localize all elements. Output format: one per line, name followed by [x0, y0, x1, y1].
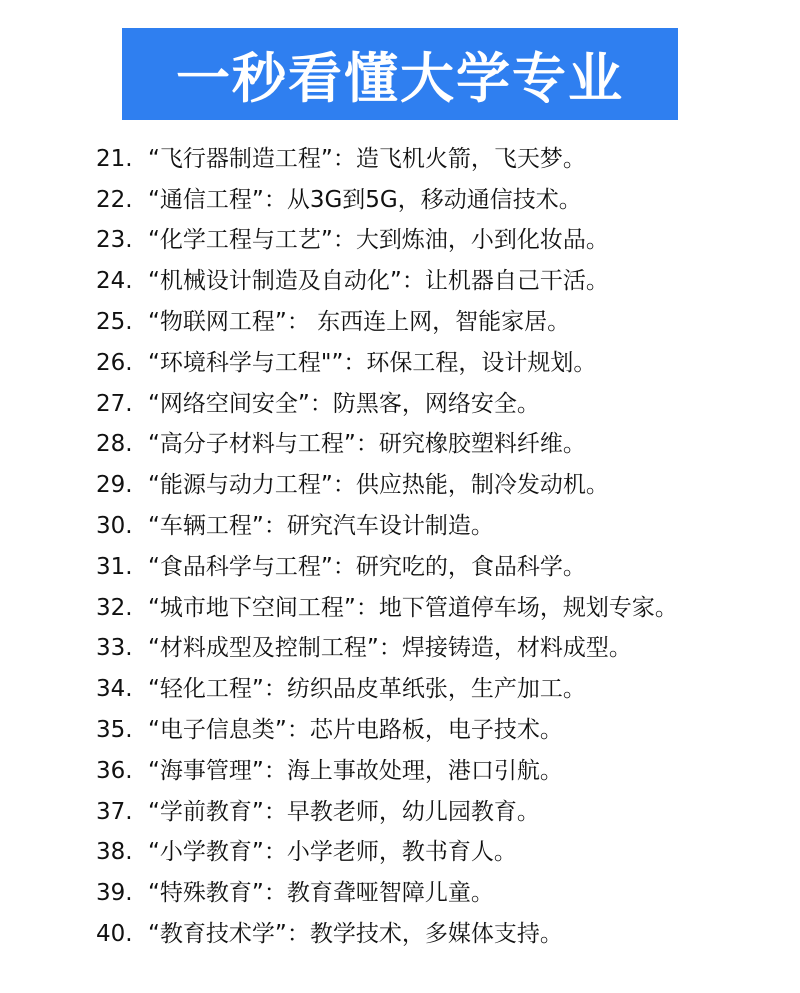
item-number: 21. [96, 145, 133, 172]
list-item [96, 792, 776, 833]
title-banner [122, 28, 678, 120]
item-number: 37. [96, 798, 133, 825]
item-number: 35. [96, 717, 133, 744]
list-item [96, 302, 776, 343]
item-number: 26. [96, 349, 133, 376]
list-item [96, 751, 776, 792]
page-title: 一秒看懂大学专业 [176, 46, 624, 110]
list-item [96, 261, 776, 302]
item-text: “食品科学与工程”：研究吃的，食品科学。 [148, 553, 586, 580]
major-list [96, 139, 776, 955]
list-item [96, 343, 776, 384]
list-item [96, 669, 776, 710]
item-text: “特殊教育”：教育聋哑智障儿童。 [148, 880, 494, 907]
item-text: “轻化工程”：纺织品皮革纸张，生产加工。 [148, 676, 586, 703]
item-text: “高分子材料与工程”：研究橡胶塑料纤维。 [148, 431, 586, 458]
list-item [96, 139, 776, 180]
item-text: “城市地下空间工程”：地下管道停车场，规划专家。 [148, 594, 678, 621]
item-text: “物联网工程”： 东西连上网，智能家居。 [148, 309, 571, 336]
item-number: 33. [96, 635, 133, 662]
list-item [96, 873, 776, 914]
list-item [96, 833, 776, 874]
item-text: “海事管理”：海上事故处理，港口引航。 [148, 757, 563, 784]
item-number: 34. [96, 676, 133, 703]
item-text: “机械设计制造及自动化”：让机器自己干活。 [148, 268, 609, 295]
item-text: “飞行器制造工程”：造飞机火箭，飞天梦。 [148, 145, 586, 172]
item-text: “小学教育”：小学老师，教书育人。 [148, 839, 517, 866]
item-number: 39. [96, 880, 133, 907]
list-item [96, 506, 776, 547]
list-item [96, 425, 776, 466]
list-item [96, 465, 776, 506]
item-text: “教育技术学”：教学技术，多媒体支持。 [148, 921, 563, 948]
item-number: 31. [96, 553, 133, 580]
list-item [96, 914, 776, 955]
item-text: “化学工程与工艺”：大到炼油，小到化妆品。 [148, 227, 609, 254]
list-item [96, 180, 776, 221]
item-text: “通信工程”：从3G到5G，移动通信技术。 [148, 186, 582, 213]
item-number: 22. [96, 186, 133, 213]
item-number: 29. [96, 472, 133, 499]
item-text: “车辆工程”：研究汽车设计制造。 [148, 513, 494, 540]
item-number: 28. [96, 431, 133, 458]
list-item [96, 384, 776, 425]
item-number: 25. [96, 309, 133, 336]
item-number: 40. [96, 921, 133, 948]
item-text: “能源与动力工程”：供应热能，制冷发动机。 [148, 472, 609, 499]
item-number: 36. [96, 757, 133, 784]
list-item [96, 588, 776, 629]
item-number: 24. [96, 268, 133, 295]
list-item [96, 221, 776, 262]
list-item [96, 710, 776, 751]
item-number: 27. [96, 390, 133, 417]
list-item [96, 547, 776, 588]
item-text: “材料成型及控制工程”：焊接铸造，材料成型。 [148, 635, 632, 662]
item-number: 32. [96, 594, 133, 621]
item-number: 23. [96, 227, 133, 254]
item-text: “环境科学与工程"”：环保工程，设计规划。 [148, 349, 597, 376]
item-text: “网络空间安全”：防黑客，网络安全。 [148, 390, 540, 417]
item-number: 30. [96, 513, 133, 540]
item-number: 38. [96, 839, 133, 866]
list-item [96, 629, 776, 670]
item-text: “电子信息类”：芯片电路板，电子技术。 [148, 717, 563, 744]
item-text: “学前教育”：早教老师，幼儿园教育。 [148, 798, 540, 825]
